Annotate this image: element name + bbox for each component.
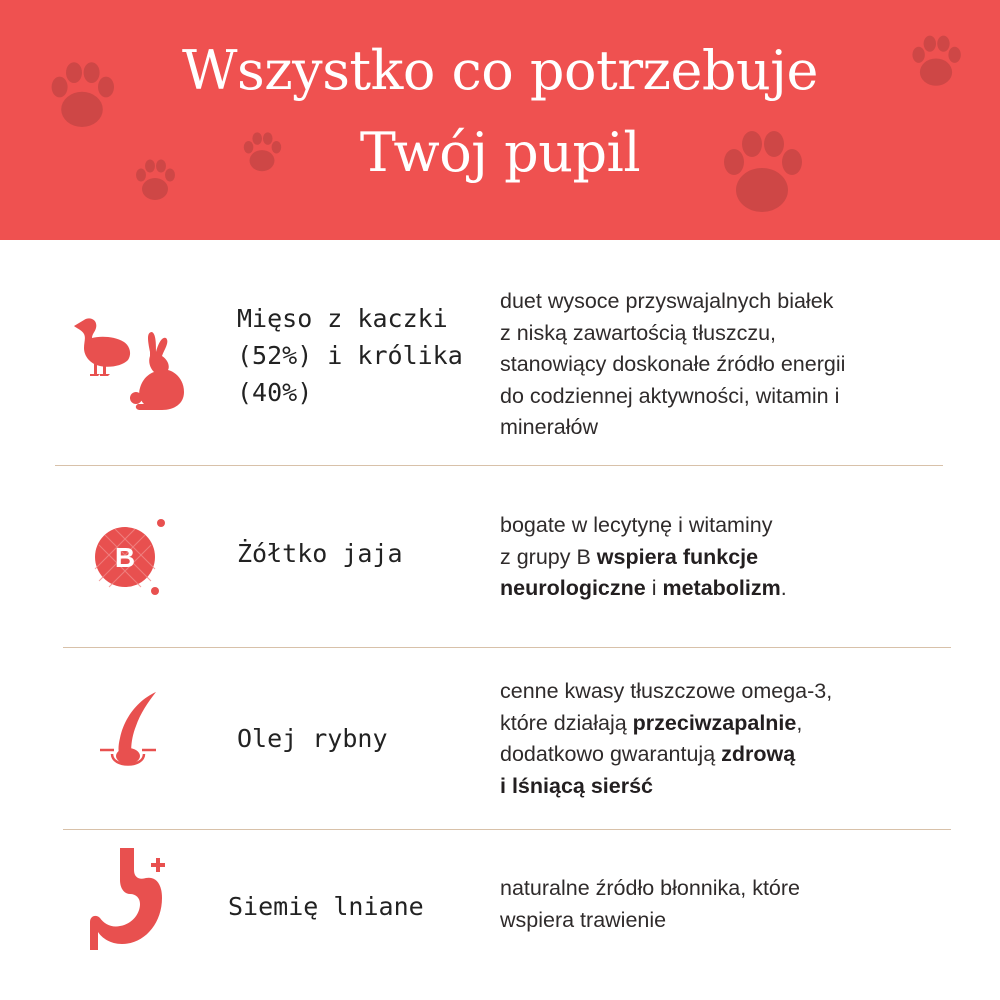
row-divider [63,829,951,830]
description-line: minerałów [500,415,598,439]
ingredient-description-fish-oil [500,676,832,802]
label-line: Mięso z kaczki [237,304,448,333]
description-line: z niską zawartością tłuszczu, [500,320,777,345]
ingredient-label-duck-rabbit [237,300,463,411]
title-line-1: Wszystko co potrzebuje [182,39,818,102]
page-title [0,30,1000,194]
label-line: Żółtko jaja [237,539,403,568]
ingredient-description-egg-yolk [500,510,787,605]
label-line: (52%) i królika [237,341,463,370]
hair-follicle-icon [98,688,168,780]
stomach-icon [86,842,176,954]
ingredient-description-duck-rabbit [500,286,845,444]
ingredient-label-flaxseed [228,888,424,925]
description-line: do codziennej aktywności, witamin i [500,383,840,408]
description-line: duet wysoce przyswajalnych białek [500,289,834,313]
duck-rabbit-icon [70,312,195,417]
description-line: dodatkowo gwarantują zdrową [500,742,796,766]
description-line: wspiera trawienie [500,907,667,932]
title-line-2: Twój pupil [359,121,641,184]
vitamin-letter: B [114,542,136,573]
ingredient-description-flaxseed [500,873,800,936]
label-line: Olej rybny [237,724,388,753]
description-line: bogate w lecytynę i witaminy [500,513,773,537]
ingredient-label-egg-yolk [237,535,403,572]
row-divider [63,647,951,648]
description-line: z grupy B wspiera funkcje [500,544,759,569]
description-line: neurologiczne i metabolizm. [500,576,787,600]
description-line: cenne kwasy tłuszczowe omega-3, [500,679,833,703]
description-line: i lśniącą sierść [500,773,653,798]
row-divider [55,465,943,466]
description-line: które działają przeciwzapalnie, [500,710,803,735]
label-line: (40%) [237,378,313,407]
header-banner [0,0,1000,240]
description-line: stanowiący doskonałe źródło energii [500,352,846,376]
vitamin-b-icon [85,515,167,597]
label-line: Siemię lniane [228,892,424,921]
description-line: naturalne źródło błonnika, które [500,876,800,900]
ingredient-label-fish-oil [237,720,388,757]
